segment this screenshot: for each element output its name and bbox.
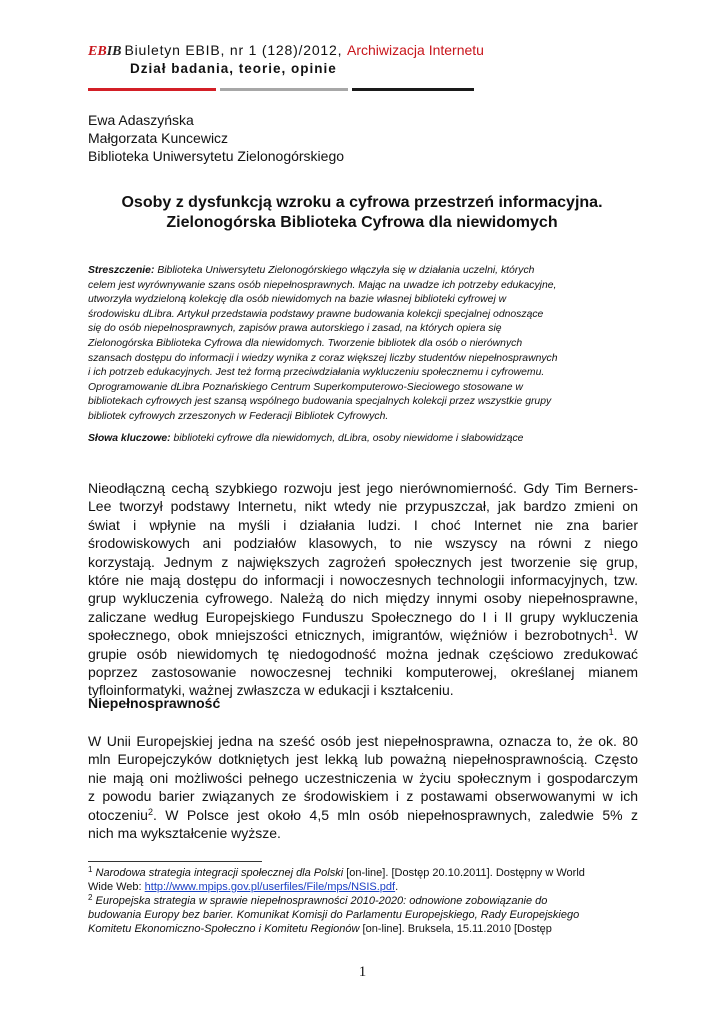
paragraph-line: które nie mają dostępu do informacji i nowoczesnych technologii informacyjnych, tzw. (88, 572, 638, 589)
header-rule-gray (220, 88, 348, 91)
paragraph-line: grupie osób niewidomych tę niedogodność można jednak częściowo zredukować (88, 645, 638, 662)
paragraph-line: mln Europejczyków dotkniętych jest lekką lub poważną niepełnosprawnością. Często (88, 751, 638, 768)
body-paragraph (88, 479, 638, 700)
keywords-text: biblioteki cyfrowe dla niewidomych, dLibra, osoby niewidome i słabowidzące (173, 433, 524, 444)
abstract-line: bibliotekach cyfrowych jest szansą wspólnego budowania specjalnych kolekcji przez wszystkie grupy (88, 396, 552, 408)
paragraph-line: W Unii Europejskiej jedna na sześć osób jest niepełnosprawna, oznacza to, że ok. 80 (88, 733, 638, 749)
paragraph-line: z powodu barier związanych ze środowiskiem i z postawami obserwowanymi w ich (88, 788, 638, 805)
archive-section-link[interactable]: Archiwizacja Internetu (347, 42, 484, 58)
section-name: Dział badania, teorie, opinie (130, 61, 337, 76)
abstract-line: celem jest wyrównywanie szans osób niepełnosprawnych. Mając na uwadze ich potrzeby edukacyjne, (88, 279, 557, 291)
paragraph-line: środowiskowych ani podziałów klasowych, to nie wszyscy na równi z niego (88, 535, 638, 552)
header-rule-red (88, 88, 216, 91)
article-title (88, 193, 636, 233)
paragraph-line: otoczeniu$^2$. W Polsce jest około 4,5 mln osób niepełnosprawnych, zaledwie 5% z (88, 806, 638, 823)
author-name: Małgorzata Kuncewicz (88, 130, 229, 146)
section-heading: Niepełnosprawność (88, 695, 221, 711)
paragraph-line: nie mają oni możliwości pełnego uczestniczenia w życiu społecznym i gospodarczym (88, 769, 638, 786)
abstract-line: i ich potrzeb edukacyjnych. Jest też formą przeciwdziałania wykluczeniu społecznemu i cyfrowemu. (88, 367, 545, 379)
paragraph-line: poprzez zastosowanie nowoczesnej techniki komputerowej, określanej mianem (88, 664, 638, 681)
page-number: 1 (358, 964, 367, 980)
paragraph-line: tyfloinformatyki, ważnej zwłaszcza w edukacji i kształceniu. (88, 682, 454, 699)
footnote-2-cont: budowania Europy bez barier. Komunikat Komisji do Parlamentu Europejskiego, Rady Europejskiego (88, 909, 580, 921)
footnote-separator (88, 861, 262, 862)
footnote-1: $^1$ Narodowa strategia integracji społecznej dla Polski [on-line]. [Dostęp 20.10.2011]. Dostępny w World (88, 865, 585, 879)
paragraph-line: społecznego, obok mniejszości etnicznych, imigrantów, więźniów i bezrobotnych$^1$. W (88, 627, 638, 644)
paragraph-line: świat i wpłynie na myśli i działania ludzi. I choć Internet nie zna barier (88, 516, 638, 533)
paragraph-line: Nieodłączną cechą szybkiego rozwoju jest jego nierównomierność. Gdy Tim Berners- (88, 480, 638, 496)
authors-block (88, 111, 344, 165)
ebib-logo: EBIB (88, 44, 122, 59)
abstract-line: środowisku dLibra. Artykuł przedstawia podstawy prawne budowania kolekcji specjalnej odnoszące (88, 308, 544, 320)
footnote-ref[interactable]: 1 (608, 627, 614, 638)
footnote-ref[interactable]: 2 (147, 806, 153, 817)
paragraph-line: zaliczane według Europejskiego Funduszu Społecznego do I i II grupy wykluczenia (88, 608, 638, 625)
author-affiliation: Biblioteka Uniwersytetu Zielonogórskiego (88, 148, 345, 164)
author-name: Ewa Adaszyńska (88, 112, 194, 128)
abstract-line: bibliotek cyfrowych zrzeszonych w Federacji Bibliotek Cyfrowych. (88, 410, 389, 422)
abstract-line: Oprogramowanie dLibra Poznańskiego Centrum Superkomputerowo-Sieciowego stosowane w (88, 381, 523, 393)
title-line: Osoby z dysfunkcją wzroku a cyfrowa przestrzeń informacyjna. (121, 194, 603, 211)
paragraph-line: korzystają. Jednym z największych zagrożeń społecznych jest tworzenie się grup, (88, 553, 638, 570)
paragraph-line: Lee tworzył podstawy Internetu, nikt wtedy nie przypuszczał, jak bardzo zmieni on (88, 498, 638, 515)
abstract-line: Biblioteka Uniwersytetu Zielonogórskiego włączyła się w działania uczelni, których (157, 265, 535, 276)
keywords (88, 433, 523, 444)
abstract-line: szansach dostępu do informacji i wiedzy wynika z coraz większej liczby studentów niepełnosprawnych (88, 352, 558, 364)
abstract (88, 264, 558, 425)
abstract-line: się do osób niepełnosprawnych, zapisów prawa autorskiego i zasad, na których opiera się (88, 323, 502, 335)
footnotes (88, 866, 638, 936)
abstract-label: Streszczenie: (88, 265, 155, 276)
journal-header (88, 42, 484, 60)
abstract-line: utworzyła wydzieloną kolekcję dla osób niewidomych na bazie własnej biblioteki cyfrowej w (88, 294, 507, 306)
paragraph-line: nich ma wykształcenie wyższe. (88, 825, 281, 842)
paragraph-line: grup wykluczenia cyfrowego. Należą do nich między innymi osoby niepełnosprawne, (88, 590, 638, 607)
footnote-1-cont: Wide Web: http://www.mpips.gov.pl/userfiles/File/mps/NSIS.pdf. (88, 881, 399, 893)
footnote-2: $^2$ Europejska strategia w sprawie niepełnosprawności 2010-2020: odnowione zobowiązanie do (88, 893, 548, 907)
title-line: Zielonogórska Biblioteka Cyfrowa dla niewidomych (166, 214, 558, 231)
footnote-2-cont: Komitetu Ekonomiczno-Społeczno i Komitetu Regionów [on-line]. Bruksela, 15.11.2010 [Dostęp (88, 923, 552, 935)
abstract-line: Zielonogórska Biblioteka Cyfrowa dla niewidomych. Tworzenie bibliotek dla osób o nierównych (88, 337, 523, 349)
keywords-label: Słowa kluczowe: (88, 433, 171, 444)
footnote-url-link[interactable]: http://www.mpips.gov.pl/userfiles/File/mps/NSIS.pdf (144, 881, 396, 893)
header-rule-black (352, 88, 474, 91)
journal-issue: Biuletyn EBIB, nr 1 (128)/2012, (124, 42, 343, 58)
body-paragraph (88, 732, 638, 842)
